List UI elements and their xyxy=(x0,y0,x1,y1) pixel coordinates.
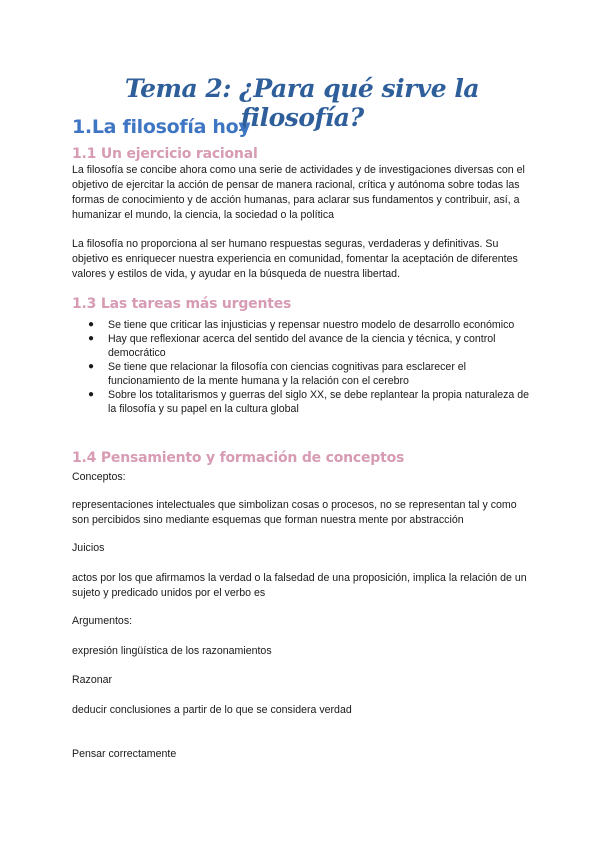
page-title: Tema 2: ¿Para qué sirve la filosofía? xyxy=(124,74,480,132)
bullet-icon: ● xyxy=(88,333,95,344)
razonar-text: deducir conclusiones a partir de lo que se considera verdad xyxy=(72,704,352,716)
subheading-pensamiento-conceptos: 1.4 Pensamiento y formación de conceptos xyxy=(72,450,405,466)
list-item: ● Hay que reflexionar acerca del sentido del avance de la ciencia y técnica, y control democrático xyxy=(88,333,496,359)
section-heading-filosofia-hoy: 1.La filosofía hoy xyxy=(72,116,251,138)
paragraph-ejercicio-2: La filosofía no proporciona al ser humano respuestas seguras, verdaderas y definitivas. Su objetivo es enriquecer nuestra experiencia en comunidad, fomentar la aceptación de diferentes valores y estilos de vida, y ayudar en la búsqueda de nuestra libertad. xyxy=(72,238,518,280)
pensar-label: Pensar correctamente xyxy=(72,748,177,760)
juicios-label: Juicios xyxy=(72,542,105,554)
bullet-icon: ● xyxy=(88,389,95,400)
list-item: ● Se tiene que criticar las injusticias y repensar nuestro modelo de desarrollo económico xyxy=(88,319,515,331)
bullet-icon: ● xyxy=(88,361,95,372)
bullet-icon: ● xyxy=(88,319,95,330)
subheading-ejercicio-racional: 1.1 Un ejercicio racional xyxy=(72,146,258,162)
conceptos-label: Conceptos: xyxy=(72,471,126,483)
conceptos-text: representaciones intelectuales que simbolizan cosas o procesos, no se representan tal y como son percibidos sino mediante esquemas que forman nuestra mente por abstracción xyxy=(72,499,517,526)
argumentos-text: expresión lingüística de los razonamientos xyxy=(72,645,272,657)
razonar-label: Razonar xyxy=(72,674,113,686)
argumentos-label: Argumentos: xyxy=(72,615,133,627)
juicios-text: actos por los que afirmamos la verdad o la falsedad de una proposición, implica la relación de un sujeto y predicado unidos por el verbo es xyxy=(72,572,527,599)
list-item: ● Se tiene que relacionar la filosofía con ciencias cognitivas para esclarecer el funcionamiento de la mente humana y la relación con el cerebro xyxy=(88,361,467,387)
list-item: ● Sobre los totalitarismos y guerras del siglo XX, se debe replantear la propia naturaleza de la filosofía y su papel en la cultura global xyxy=(88,389,530,415)
tareas-list xyxy=(72,318,532,416)
paragraph-ejercicio-1: La filosofía se concibe ahora como una serie de actividades y de investigaciones diversas con el objetivo de ejercitar la acción de pensar de manera racional, crítica y autónoma sobre todas las formas de conocimiento y de acción humanas, para aclarar sus fundamentos y contribuir, así, a humanizar el mundo, la ciencia, la sociedad o la política xyxy=(72,164,525,221)
subheading-tareas-urgentes: 1.3 Las tareas más urgentes xyxy=(72,296,292,312)
